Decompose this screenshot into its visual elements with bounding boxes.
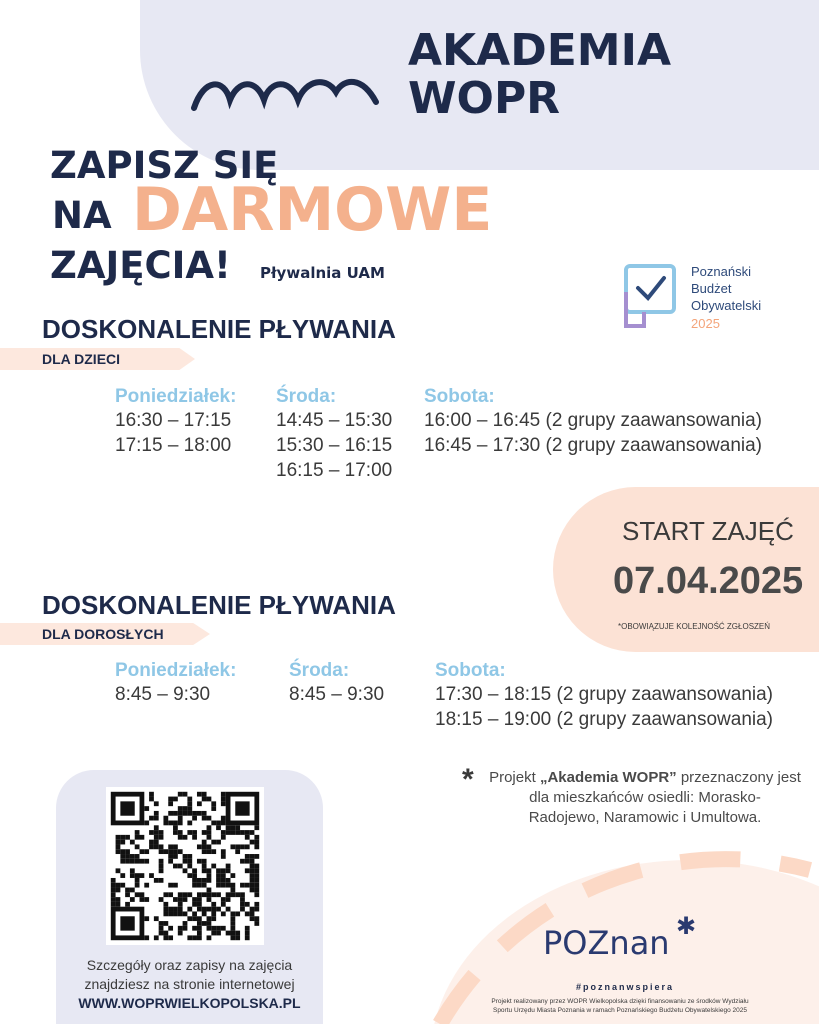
logo-title-line2: WOPR <box>408 73 561 124</box>
adults-day-saturday <box>435 660 773 732</box>
note-line3: Radojewo, Naramowic i Umultowa. <box>528 809 762 826</box>
footer-credit-line1: Projekt realizowany przez WOPR Wielkopolska dzięki finansowaniu ze środków Wydziału <box>491 998 749 1005</box>
project-note <box>480 768 810 828</box>
poznan-logo: POZnan <box>543 924 670 962</box>
adults-section-subtitle: DLA DOROSŁYCH <box>42 626 164 642</box>
time-slot: 15:30 – 16:15 <box>276 435 393 456</box>
headline-line1: ZAPISZ SIĘ <box>50 144 279 187</box>
headline-accent: DARMOWE <box>132 175 493 245</box>
time-slot: 14:45 – 15:30 <box>276 410 393 431</box>
adults-day-monday <box>115 660 236 707</box>
qr-code-icon <box>106 787 264 945</box>
pbo-line3: Obywatelski <box>691 298 762 313</box>
time-slot: 16:15 – 17:00 <box>276 460 393 481</box>
headline-line3: ZAJĘCIA! <box>50 244 231 287</box>
logo-title-line1: AKADEMIA <box>408 25 671 76</box>
time-slot: 16:45 – 17:30 (2 grupy zaawansowania) <box>424 435 763 456</box>
day-label: Środa: <box>276 386 337 407</box>
poznan-star-icon: ✱ <box>676 913 697 940</box>
qr-caption-line1: Szczegóły oraz zapisy na zajęcia <box>86 957 293 973</box>
note-project-name: „Akademia WOPR” <box>539 769 677 786</box>
headline-line2-prefix: NA <box>52 194 112 237</box>
wave-logo-icon <box>190 72 390 114</box>
adults-day-wednesday <box>289 660 384 707</box>
kids-section-subtitle: DLA DZIECI <box>42 351 121 367</box>
start-date: 07.04.2025 <box>613 560 804 602</box>
website-link[interactable]: WWW.WOPRWIELKOPOLSKA.PL <box>78 995 301 1011</box>
day-label: Sobota: <box>424 386 495 407</box>
pbo-line2: Budżet <box>691 281 732 296</box>
time-slot: 8:45 – 9:30 <box>115 684 211 705</box>
note-line1-post: przeznaczony jest <box>676 769 801 786</box>
pbo-logo-icon <box>622 262 682 330</box>
kids-section-title: DOSKONALENIE PŁYWANIA <box>42 314 396 344</box>
time-slot: 17:30 – 18:15 (2 grupy zaawansowania) <box>435 684 774 705</box>
note-pre: Projekt <box>489 769 540 786</box>
start-label: START ZAJĘĆ <box>622 516 794 546</box>
note-line2: dla mieszkańców osiedli: Morasko- <box>529 789 761 806</box>
time-slot: 17:15 – 18:00 <box>115 435 232 456</box>
kids-day-monday <box>115 386 236 458</box>
time-slot: 18:15 – 19:00 (2 grupy zaawansowania) <box>435 709 774 730</box>
day-label: Sobota: <box>435 660 506 681</box>
pbo-line1: Poznański <box>691 264 751 279</box>
day-label: Poniedziałek: <box>115 386 237 407</box>
footer-credit-line2: Sportu Urzędu Miasta Poznania w ramach Poznańskiego Budżetu Obywatelskiego 2025 <box>492 1007 747 1014</box>
day-label: Poniedziałek: <box>115 660 237 681</box>
asterisk-icon: * <box>462 763 474 796</box>
kids-day-wednesday <box>276 386 392 483</box>
qr-caption-line2: znajdziesz na stronie internetowej <box>84 976 295 992</box>
qr-code[interactable] <box>106 787 264 945</box>
time-slot: 16:00 – 16:45 (2 grupy zaawansowania) <box>424 410 763 431</box>
venue-label: Pływalnia UAM <box>260 264 385 282</box>
pbo-year: 2025 <box>691 316 720 331</box>
start-note: *OBOWIĄZUJE KOLEJNOŚĆ ZGŁOSZEŃ <box>618 622 771 631</box>
time-slot: 8:45 – 9:30 <box>289 684 385 705</box>
kids-day-saturday <box>424 386 762 458</box>
adults-section-title: DOSKONALENIE PŁYWANIA <box>42 590 396 620</box>
day-label: Środa: <box>289 660 350 681</box>
hashtag: #poznanwspiera <box>575 982 675 992</box>
time-slot: 16:30 – 17:15 <box>115 410 232 431</box>
